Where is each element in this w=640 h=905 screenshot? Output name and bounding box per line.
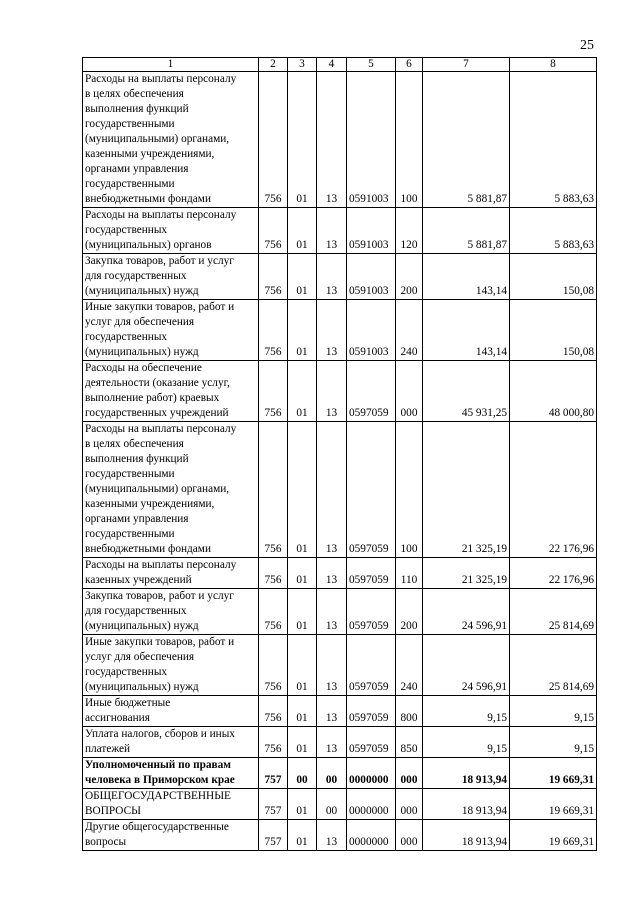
- cell-code-subsection: 13: [317, 254, 347, 300]
- cell-code-subsection: 00: [317, 789, 347, 820]
- description-line: государственными: [85, 178, 175, 190]
- description-line: Иные закупки товаров, работ и: [85, 301, 235, 313]
- header-cell: 5: [347, 58, 396, 72]
- description-line: Закупка товаров, работ и услуг: [85, 590, 234, 602]
- cell-code-admin: 756: [259, 254, 288, 300]
- description-line: в целях обеспечения: [85, 88, 184, 100]
- cell-code-target: 0597059: [347, 558, 396, 589]
- cell-code-expense-type: 000: [396, 789, 423, 820]
- description-line: внебюджетными фондами: [85, 543, 211, 555]
- description-line: Расходы на выплаты персоналу: [85, 209, 237, 221]
- description-line: ассигнования: [85, 712, 150, 724]
- cell-code-section: 01: [288, 696, 317, 727]
- cell-amount-year1: 21 325,19: [423, 558, 510, 589]
- cell-code-expense-type: 100: [396, 422, 423, 558]
- cell-code-admin: 757: [259, 789, 288, 820]
- header-cell: 1: [83, 58, 259, 72]
- cell-amount-year1: 9,15: [423, 696, 510, 727]
- row-description: [83, 208, 259, 254]
- description-line: Расходы на выплаты персоналу: [85, 423, 237, 435]
- row-description: [83, 820, 259, 851]
- cell-code-subsection: 13: [317, 589, 347, 635]
- row-description: [83, 72, 259, 208]
- row-description: [83, 361, 259, 422]
- cell-code-target: 0000000: [347, 758, 396, 789]
- cell-code-expense-type: 000: [396, 758, 423, 789]
- cell-code-section: 01: [288, 635, 317, 696]
- description-line: органами управления: [85, 513, 189, 525]
- cell-code-section: 01: [288, 300, 317, 361]
- description-line: Иные бюджетные: [85, 697, 171, 709]
- description-line: Расходы на выплаты персоналу: [85, 73, 237, 85]
- cell-amount-year2: 19 669,31: [510, 789, 597, 820]
- cell-code-section: 01: [288, 589, 317, 635]
- table-row: [83, 820, 597, 851]
- cell-code-expense-type: 200: [396, 589, 423, 635]
- cell-amount-year2: 19 669,31: [510, 758, 597, 789]
- cell-amount-year2: 22 176,96: [510, 558, 597, 589]
- description-line: платежей: [85, 743, 131, 755]
- cell-code-target: 0591003: [347, 254, 396, 300]
- table-row: [83, 758, 597, 789]
- cell-code-expense-type: 000: [396, 820, 423, 851]
- table-row: [83, 300, 597, 361]
- cell-amount-year2: 9,15: [510, 727, 597, 758]
- cell-code-admin: 757: [259, 758, 288, 789]
- table-row: [83, 361, 597, 422]
- description-line: Уплата налогов, сборов и иных: [85, 728, 235, 740]
- description-line: Закупка товаров, работ и услуг: [85, 255, 234, 267]
- cell-code-target: 0597059: [347, 361, 396, 422]
- table-row: [83, 635, 597, 696]
- description-line: вопросы: [85, 836, 127, 848]
- cell-code-target: 0000000: [347, 789, 396, 820]
- description-line: деятельности (оказание услуг,: [85, 377, 230, 389]
- cell-amount-year2: 5 883,63: [510, 72, 597, 208]
- header-cell: 6: [396, 58, 423, 72]
- cell-code-expense-type: 850: [396, 727, 423, 758]
- cell-code-expense-type: 100: [396, 72, 423, 208]
- cell-amount-year1: 5 881,87: [423, 72, 510, 208]
- header-cell: 8: [510, 58, 597, 72]
- cell-code-target: 0591003: [347, 72, 396, 208]
- description-line: выполнения функций: [85, 103, 189, 115]
- row-description: [83, 558, 259, 589]
- description-line: (муниципальных) нужд: [85, 681, 199, 693]
- cell-amount-year2: 22 176,96: [510, 422, 597, 558]
- cell-code-admin: 756: [259, 696, 288, 727]
- cell-code-target: 0000000: [347, 820, 396, 851]
- row-description: [83, 635, 259, 696]
- cell-amount-year1: 18 913,94: [423, 758, 510, 789]
- description-line: Расходы на обеспечение: [85, 362, 202, 374]
- description-line: казенными учреждениями,: [85, 148, 215, 160]
- description-line: для государственных: [85, 605, 187, 617]
- cell-code-expense-type: 110: [396, 558, 423, 589]
- cell-code-section: 01: [288, 361, 317, 422]
- description-line: выполнения функций: [85, 453, 189, 465]
- header-cell: 4: [317, 58, 347, 72]
- cell-code-admin: 756: [259, 558, 288, 589]
- cell-code-subsection: 13: [317, 72, 347, 208]
- description-line: государственных: [85, 331, 168, 343]
- table-row: [83, 254, 597, 300]
- description-line: государственными: [85, 528, 175, 540]
- description-line: Иные закупки товаров, работ и: [85, 636, 235, 648]
- cell-code-target: 0597059: [347, 589, 396, 635]
- cell-code-admin: 756: [259, 422, 288, 558]
- header-cell: 2: [259, 58, 288, 72]
- description-line: государственными: [85, 118, 175, 130]
- cell-code-admin: 757: [259, 820, 288, 851]
- cell-code-expense-type: 000: [396, 361, 423, 422]
- cell-code-admin: 756: [259, 208, 288, 254]
- description-line: (муниципальными) органами,: [85, 133, 230, 145]
- cell-code-subsection: 13: [317, 727, 347, 758]
- description-line: (муниципальных) нужд: [85, 285, 199, 297]
- cell-code-subsection: 13: [317, 208, 347, 254]
- cell-code-target: 0591003: [347, 300, 396, 361]
- cell-code-admin: 756: [259, 361, 288, 422]
- table-row: [83, 208, 597, 254]
- table-row: [83, 727, 597, 758]
- row-description: [83, 589, 259, 635]
- description-line: выполнение работ) краевых: [85, 392, 220, 404]
- cell-code-section: 01: [288, 72, 317, 208]
- budget-table: [82, 57, 597, 851]
- cell-code-admin: 756: [259, 72, 288, 208]
- description-line: (муниципальных) нужд: [85, 620, 199, 632]
- table-row: [83, 789, 597, 820]
- table-row: [83, 589, 597, 635]
- cell-code-expense-type: 240: [396, 300, 423, 361]
- description-line: (муниципальных) органов: [85, 239, 212, 251]
- cell-amount-year1: 21 325,19: [423, 422, 510, 558]
- cell-code-expense-type: 200: [396, 254, 423, 300]
- cell-code-admin: 756: [259, 727, 288, 758]
- description-line: органами управления: [85, 163, 189, 175]
- cell-amount-year1: 143,14: [423, 300, 510, 361]
- cell-amount-year1: 9,15: [423, 727, 510, 758]
- description-line: государственных: [85, 666, 168, 678]
- row-description: [83, 696, 259, 727]
- cell-code-section: 01: [288, 820, 317, 851]
- cell-amount-year2: 9,15: [510, 696, 597, 727]
- description-line: государственных: [85, 224, 168, 236]
- cell-code-subsection: 13: [317, 820, 347, 851]
- table-row: [83, 422, 597, 558]
- cell-code-admin: 756: [259, 300, 288, 361]
- table-row: [83, 558, 597, 589]
- cell-code-subsection: 13: [317, 696, 347, 727]
- cell-code-target: 0597059: [347, 422, 396, 558]
- description-line: услуг для обеспечения: [85, 316, 195, 328]
- description-line: для государственных: [85, 270, 187, 282]
- cell-amount-year1: 24 596,91: [423, 635, 510, 696]
- description-line: казенных учреждений: [85, 574, 192, 586]
- description-line: казенными учреждениями,: [85, 498, 215, 510]
- description-line: человека в Приморском крае: [85, 774, 235, 786]
- cell-amount-year2: 19 669,31: [510, 820, 597, 851]
- row-description: [83, 789, 259, 820]
- cell-code-target: 0597059: [347, 727, 396, 758]
- cell-amount-year1: 24 596,91: [423, 589, 510, 635]
- description-line: внебюджетными фондами: [85, 193, 211, 205]
- cell-amount-year2: 25 814,69: [510, 635, 597, 696]
- table-row: [83, 72, 597, 208]
- description-line: государственных учреждений: [85, 407, 229, 419]
- cell-code-subsection: 13: [317, 300, 347, 361]
- page-number: 25: [580, 38, 594, 53]
- row-description: [83, 422, 259, 558]
- cell-code-section: 01: [288, 254, 317, 300]
- cell-code-target: 0597059: [347, 696, 396, 727]
- table-row: [83, 696, 597, 727]
- cell-code-section: 01: [288, 789, 317, 820]
- cell-code-section: 01: [288, 208, 317, 254]
- cell-code-target: 0591003: [347, 208, 396, 254]
- cell-amount-year2: 150,08: [510, 254, 597, 300]
- table-header-row: [83, 58, 597, 72]
- cell-amount-year2: 5 883,63: [510, 208, 597, 254]
- description-line: ОБЩЕГОСУДАРСТВЕННЫЕ: [85, 790, 231, 802]
- description-line: Расходы на выплаты персоналу: [85, 559, 237, 571]
- cell-amount-year1: 18 913,94: [423, 820, 510, 851]
- description-line: (муниципальных) нужд: [85, 346, 199, 358]
- description-line: (муниципальными) органами,: [85, 483, 230, 495]
- cell-code-section: 01: [288, 727, 317, 758]
- cell-amount-year1: 143,14: [423, 254, 510, 300]
- description-line: в целях обеспечения: [85, 438, 184, 450]
- description-line: услуг для обеспечения: [85, 651, 195, 663]
- cell-amount-year1: 45 931,25: [423, 361, 510, 422]
- description-line: ВОПРОСЫ: [85, 805, 141, 817]
- cell-code-expense-type: 240: [396, 635, 423, 696]
- description-line: Другие общегосударственные: [85, 821, 229, 833]
- cell-code-expense-type: 800: [396, 696, 423, 727]
- row-description: [83, 300, 259, 361]
- cell-code-subsection: 13: [317, 361, 347, 422]
- cell-amount-year2: 150,08: [510, 300, 597, 361]
- row-description: [83, 254, 259, 300]
- cell-amount-year1: 18 913,94: [423, 789, 510, 820]
- row-description: [83, 758, 259, 789]
- cell-code-subsection: 00: [317, 758, 347, 789]
- header-cell: 7: [423, 58, 510, 72]
- cell-code-expense-type: 120: [396, 208, 423, 254]
- description-line: Уполномоченный по правам: [85, 759, 231, 771]
- cell-amount-year1: 5 881,87: [423, 208, 510, 254]
- cell-code-section: 00: [288, 758, 317, 789]
- cell-code-subsection: 13: [317, 422, 347, 558]
- description-line: государственными: [85, 468, 175, 480]
- cell-code-admin: 756: [259, 635, 288, 696]
- cell-code-section: 01: [288, 558, 317, 589]
- row-description: [83, 727, 259, 758]
- header-cell: 3: [288, 58, 317, 72]
- cell-code-admin: 756: [259, 589, 288, 635]
- cell-code-subsection: 13: [317, 635, 347, 696]
- cell-code-section: 01: [288, 422, 317, 558]
- cell-code-target: 0597059: [347, 635, 396, 696]
- cell-amount-year2: 25 814,69: [510, 589, 597, 635]
- cell-code-subsection: 13: [317, 558, 347, 589]
- cell-amount-year2: 48 000,80: [510, 361, 597, 422]
